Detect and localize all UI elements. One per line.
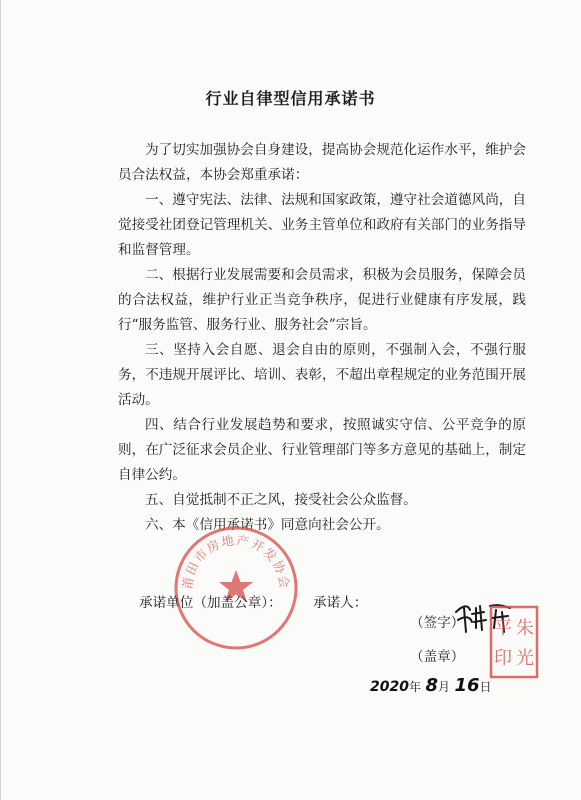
document-title: 行业自律型信用承诺书 [205, 89, 376, 108]
date-day: 16 [454, 675, 480, 696]
personal-seal-stamp [488, 604, 540, 680]
svg-text:印: 印 [494, 648, 512, 669]
official-seal-text: 莆田市房地产开发协会 [179, 532, 293, 591]
document-body [118, 138, 526, 538]
paragraph-item-3: 三、坚持入会自愿、退会自由的原则，不强制入会，不强行服务，不违规开展评比、培训、表彰，不超出章程规定的业务范围开展活动。 [118, 342, 526, 408]
date-month-unit: 月 [437, 680, 450, 694]
date-month: 8 [425, 675, 438, 696]
handwritten-date [370, 675, 492, 696]
date-year-unit: 年 [408, 680, 421, 694]
svg-text:朱: 朱 [516, 618, 534, 639]
paragraph-item-1: 一、遵守宪法、法律、法规和国家政策，遵守社会道德风尚，自觉接受社团登记管理机关、业务主管单位和政府有关部门的业务指导和监督管理。 [118, 192, 526, 258]
paragraph-item-4: 四、结合行业发展趋势和要求，按照诚实守信、公平竞争的原则，在广泛征求会员企业、行业管理部门等多方意见的基础上，制定自律公约。 [118, 417, 526, 483]
svg-text:光: 光 [516, 648, 534, 669]
date-year: 2020 [370, 679, 409, 695]
paragraph-item-5: 五、自觉抵制不正之风，接受社会公众监督。 [145, 492, 417, 508]
seal-label: （盖章） [410, 649, 465, 665]
paragraph-intro: 为了切实加强协会自身建设，提高协会规范化运作水平，维护会员合法权益，本协会郑重承诺： [118, 142, 526, 183]
date-day-unit: 日 [479, 680, 492, 694]
unit-seal-label: 承诺单位（加盖公章）： [139, 595, 282, 611]
svg-text:平: 平 [494, 618, 512, 639]
official-seal-stamp [172, 524, 300, 652]
paragraph-item-6: 六、本《信用承诺书》同意向社会公开。 [145, 517, 390, 533]
promisor-label: 承诺人： [313, 595, 368, 611]
paragraph-item-2: 二、根据行业发展需要和会员需求，积极为会员服务，保障会员的合法权益，维护行业正当竞争秩序，促进行业健康有序发展，践行“服务监管、服务行业、服务社会”宗旨。 [118, 267, 526, 333]
sign-label: （签字） [410, 615, 465, 631]
